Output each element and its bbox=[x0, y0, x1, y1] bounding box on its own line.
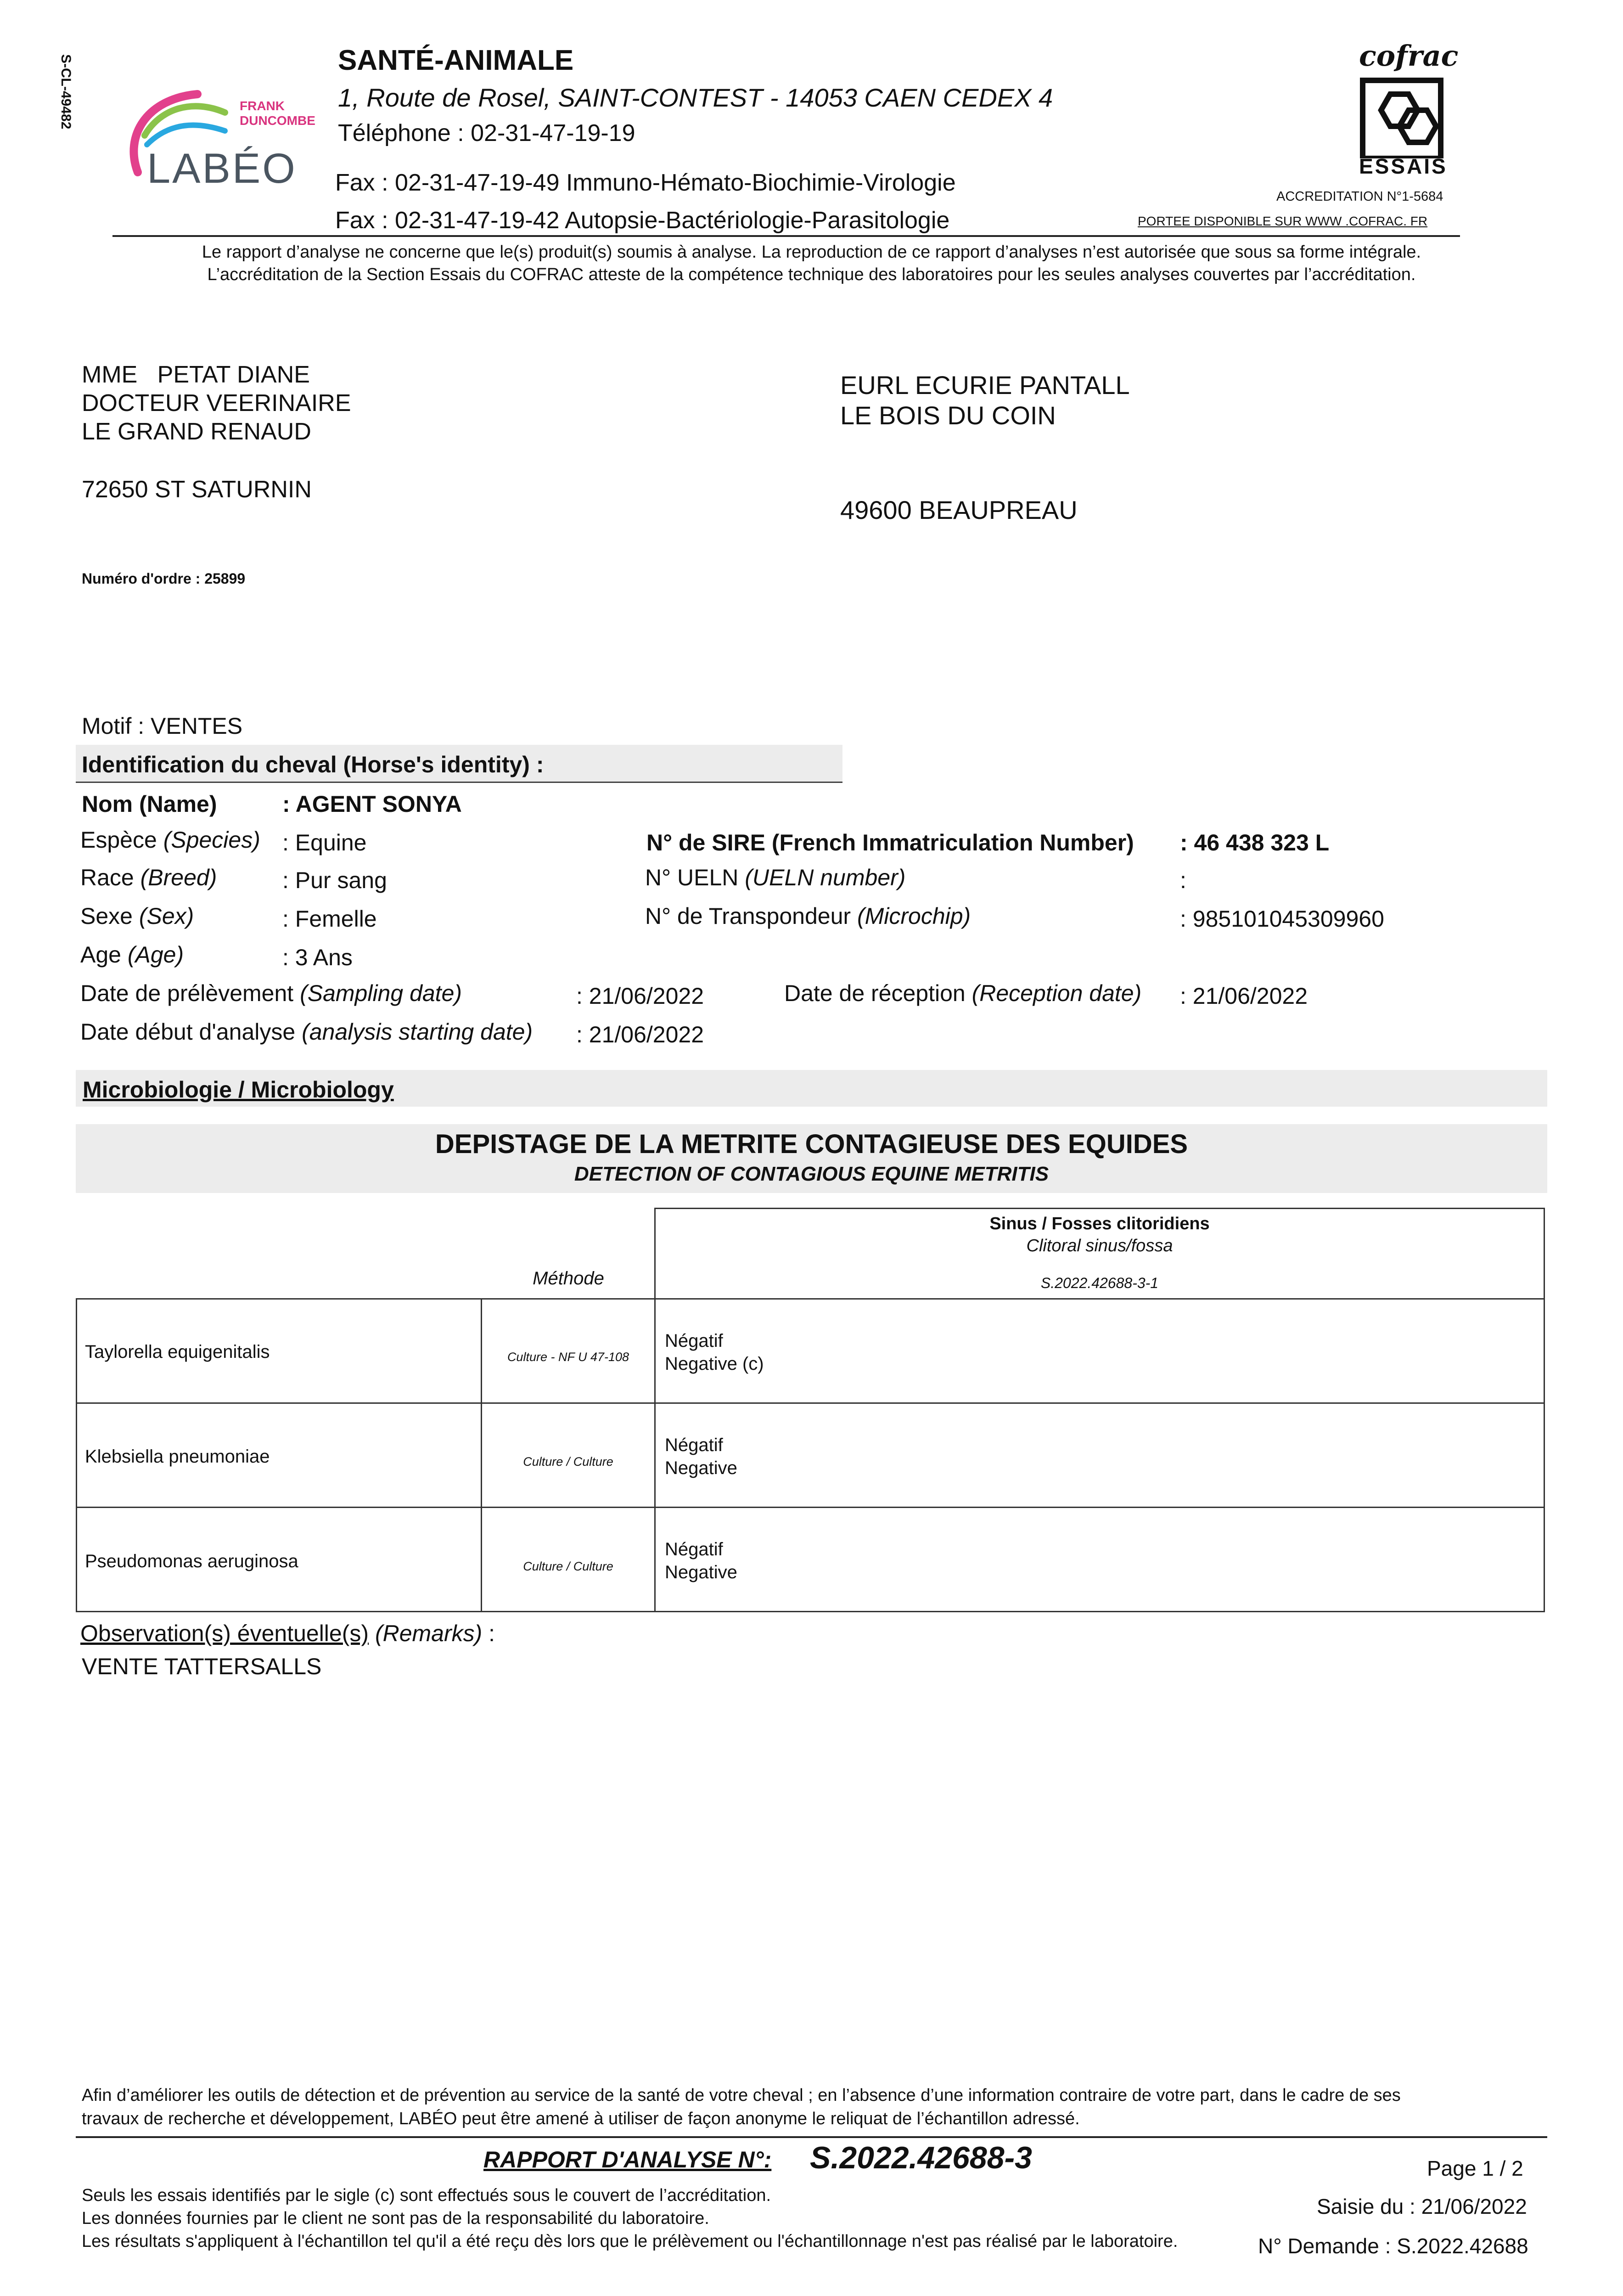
lab-name: SANTÉ-ANIMALE bbox=[338, 45, 574, 76]
logo-brand-small-2: DUNCOMBE bbox=[240, 113, 315, 128]
sample-title-en: Clitoral sinus/fossa bbox=[1026, 1236, 1173, 1255]
reception-label-fr: Date de réception bbox=[784, 980, 966, 1006]
lab-fax-2: Fax : 02-31-47-19-42 Autopsie-Bactériologie-Parasitologie bbox=[335, 207, 950, 234]
remarks-value: VENTE TATTERSALLS bbox=[82, 1654, 322, 1679]
result-fr: Négatif bbox=[665, 1331, 723, 1351]
analysis-label-fr: Date début d'analyse bbox=[80, 1019, 296, 1045]
ueln-label-en: (UELN number) bbox=[745, 865, 906, 890]
organism-name: Pseudomonas aeruginosa bbox=[85, 1551, 298, 1571]
sex-value: : Femelle bbox=[282, 906, 377, 932]
sampling-label-fr: Date de prélèvement bbox=[80, 980, 294, 1006]
page-indicator: Page 1 / 2 bbox=[1427, 2156, 1523, 2180]
test-subtitle: DETECTION OF CONTAGIOUS EQUINE METRITIS bbox=[574, 1163, 1049, 1185]
recipient-line-2: DOCTEUR VEERINAIRE bbox=[82, 390, 351, 416]
analysis-label bbox=[80, 1019, 533, 1045]
disclaimer-line-2: L’accréditation de la Section Essais du COFRAC atteste de la compétence technique des laboratoires pour les seules analyses couvertes par l’accréditation. bbox=[207, 265, 1416, 284]
saisie-date: Saisie du : 21/06/2022 bbox=[1317, 2195, 1527, 2218]
demande-number: N° Demande : S.2022.42688 bbox=[1258, 2234, 1528, 2258]
sex-label bbox=[80, 903, 194, 929]
transponder-value: : 985101045309960 bbox=[1180, 906, 1384, 932]
species-label bbox=[80, 827, 260, 853]
result-fr: Négatif bbox=[665, 1539, 723, 1559]
legal-line-1: Seuls les essais identifiés par le sigle (c) sont effectués sous le couvert de l’accréditation. bbox=[82, 2186, 771, 2205]
sampling-label bbox=[80, 980, 462, 1007]
identification-header: Identification du cheval (Horse's identity) : bbox=[82, 752, 544, 777]
row-3-result-cell bbox=[654, 1507, 1545, 1612]
cofrac-label: ESSAIS bbox=[1359, 154, 1448, 178]
owner-line-2: LE BOIS DU COIN bbox=[840, 401, 1056, 430]
result-en: Negative bbox=[665, 1458, 737, 1478]
cofrac-hexagon-icon bbox=[1358, 76, 1450, 158]
result-en: Negative bbox=[665, 1562, 737, 1582]
name-value: : AGENT SONYA bbox=[282, 791, 462, 817]
owner-city: 49600 BEAUPREAU bbox=[840, 495, 1078, 524]
sire-label: N° de SIRE (French Immatriculation Number) bbox=[646, 830, 1134, 855]
sample-title: Sinus / Fosses clitoridiens bbox=[989, 1214, 1210, 1233]
sire-value: : 46 438 323 L bbox=[1180, 830, 1330, 855]
reception-value: : 21/06/2022 bbox=[1180, 983, 1308, 1009]
sampling-value: : 21/06/2022 bbox=[576, 983, 704, 1009]
motif: Motif : VENTES bbox=[82, 713, 243, 739]
breed-label-en: (Breed) bbox=[140, 865, 217, 890]
lab-address: 1, Route de Rosel, SAINT-CONTEST - 14053 CAEN CEDEX 4 bbox=[338, 83, 1053, 112]
species-label-fr: Espèce bbox=[80, 827, 157, 853]
disclaimer-line-1: Le rapport d’analyse ne concerne que le(s) produit(s) soumis à analyse. La reproduction de ce rapport d’analyses n’est autorisée que sous sa forme intégrale. bbox=[202, 242, 1421, 262]
sample-id: S.2022.42688-3-1 bbox=[1040, 1275, 1159, 1291]
age-label-fr: Age bbox=[80, 942, 121, 968]
owner-line-1: EURL ECURIE PANTALL bbox=[840, 371, 1130, 400]
logo-brand-name: LABÉO bbox=[147, 145, 297, 192]
report-label: RAPPORT D'ANALYSE N°: bbox=[483, 2147, 772, 2172]
remarks-label-fr: Observation(s) éventuelle(s) bbox=[80, 1621, 369, 1646]
order-number: Numéro d'ordre : 25899 bbox=[82, 570, 246, 587]
ueln-value: : bbox=[1180, 867, 1186, 893]
cofrac-portee: PORTEE DISPONIBLE SUR WWW .COFRAC. FR bbox=[1138, 214, 1428, 228]
method-name: Culture / Culture bbox=[523, 1455, 613, 1469]
footer-note-line-1: Afin d’améliorer les outils de détection et de prévention au service de la santé de votre cheval ; en l’absence d’une information contraire de votre part, dans le cadre de ses bbox=[82, 2086, 1401, 2105]
breed-value: : Pur sang bbox=[282, 867, 387, 893]
transponder-label-fr: N° de Transpondeur bbox=[645, 903, 851, 929]
recipient-city: 72650 ST SATURNIN bbox=[82, 476, 312, 503]
analysis-value: : 21/06/2022 bbox=[576, 1022, 704, 1047]
legal-line-2: Les données fournies par le client ne sont pas de la responsabilité du laboratoire. bbox=[82, 2209, 709, 2228]
recipient-line-1: MME PETAT DIANE bbox=[82, 361, 310, 388]
species-label-en: (Species) bbox=[163, 827, 260, 853]
ueln-label bbox=[645, 864, 905, 891]
side-code: S-CL-49482 bbox=[58, 54, 73, 129]
row-1-result-cell bbox=[654, 1298, 1545, 1404]
transponder-label bbox=[645, 903, 971, 929]
name-label: Nom (Name) bbox=[82, 791, 217, 817]
method-name: Culture - NF U 47-108 bbox=[507, 1350, 629, 1364]
result-en: Negative (c) bbox=[665, 1354, 764, 1374]
cofrac-brand: cofrac bbox=[1359, 39, 1459, 73]
analysis-label-en: (analysis starting date) bbox=[302, 1019, 533, 1045]
remarks-colon: : bbox=[489, 1621, 495, 1646]
sampling-label-en: (Sampling date) bbox=[300, 980, 462, 1006]
age-label-en: (Age) bbox=[127, 942, 184, 968]
cofrac-accreditation: ACCREDITATION N°1-5684 bbox=[1276, 189, 1443, 204]
species-value: : Equine bbox=[282, 830, 367, 855]
organism-name: Taylorella equigenitalis bbox=[85, 1342, 270, 1362]
method-name: Culture / Culture bbox=[523, 1559, 613, 1573]
remarks-label bbox=[80, 1620, 495, 1647]
footer-note-line-2: travaux de recherche et développement, LABÉO peut être amené à utiliser de façon anonyme le reliquat de l’échantillon adressé. bbox=[82, 2109, 1080, 2128]
header-rule bbox=[112, 235, 1460, 237]
legal-line-3: Les résultats s'appliquent à l'échantillon tel qu'il a été reçu dès lors que le prélèvement ou l'échantillonnage n'est pas réalisé par le laboratoire. bbox=[82, 2232, 1178, 2251]
lab-fax-1: Fax : 02-31-47-19-49 Immuno-Hémato-Biochimie-Virologie bbox=[335, 169, 956, 196]
section-title: Microbiologie / Microbiology bbox=[83, 1077, 394, 1103]
report-number: S.2022.42688-3 bbox=[810, 2140, 1032, 2175]
labeo-logo bbox=[119, 80, 321, 200]
sex-label-fr: Sexe bbox=[80, 903, 133, 929]
transponder-label-en: (Microchip) bbox=[857, 903, 971, 929]
methode-header: Méthode bbox=[533, 1268, 604, 1289]
ueln-label-fr: N° UELN bbox=[645, 865, 739, 890]
logo-brand-small-1: FRANK bbox=[240, 99, 285, 113]
organism-name: Klebsiella pneumoniae bbox=[85, 1446, 270, 1467]
recipient-line-3: LE GRAND RENAUD bbox=[82, 418, 311, 445]
footer-rule bbox=[76, 2136, 1547, 2138]
row-2-result-cell bbox=[654, 1402, 1545, 1508]
remarks-label-en: (Remarks) bbox=[375, 1621, 483, 1646]
result-fr: Négatif bbox=[665, 1435, 723, 1455]
age-value: : 3 Ans bbox=[282, 945, 353, 970]
reception-label bbox=[784, 980, 1141, 1007]
reception-label-en: (Reception date) bbox=[972, 980, 1142, 1006]
breed-label bbox=[80, 864, 217, 891]
cofrac-logo bbox=[1354, 39, 1465, 177]
breed-label-fr: Race bbox=[80, 865, 134, 890]
test-title: DEPISTAGE DE LA METRITE CONTAGIEUSE DES EQUIDES bbox=[435, 1129, 1188, 1159]
age-label bbox=[80, 941, 184, 968]
lab-phone: Téléphone : 02-31-47-19-19 bbox=[338, 120, 635, 146]
sex-label-en: (Sex) bbox=[139, 903, 194, 929]
